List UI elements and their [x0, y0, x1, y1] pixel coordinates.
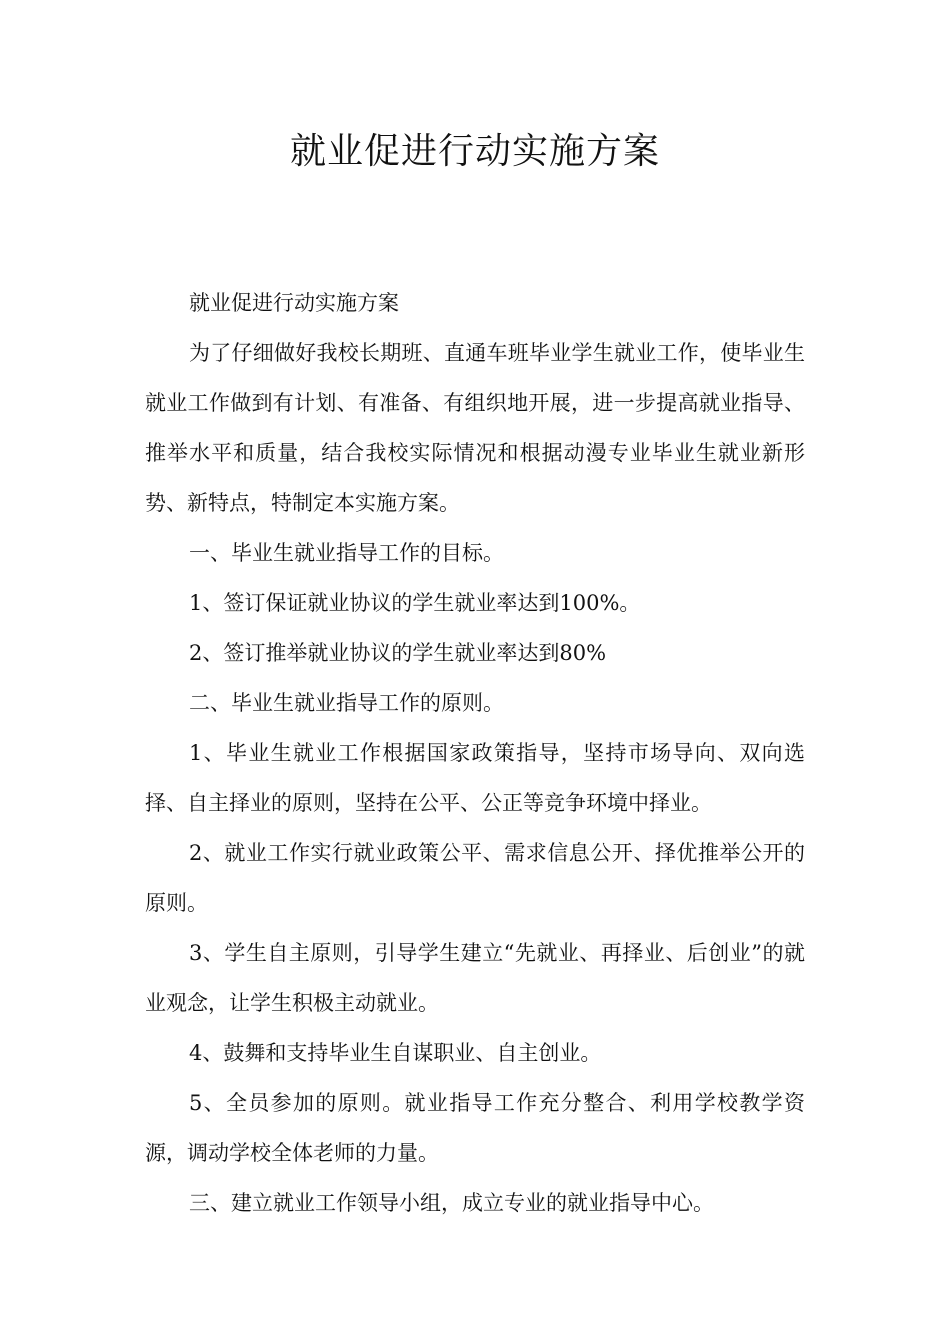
section-heading-goals: 一、毕业生就业指导工作的目标。: [189, 541, 504, 565]
principle-item-1: 1、毕业生就业工作根据国家政策指导，坚持市场导向、双向选择、自主择业的原则，坚持在公平、公正等竞争环境中择业。: [145, 741, 805, 815]
goal-item-2: 2、签订推举就业协议的学生就业率达到80%: [189, 641, 607, 665]
section-heading-principles: 二、毕业生就业指导工作的原则。: [189, 691, 504, 715]
goal-item-1: 1、签订保证就业协议的学生就业率达到100%。: [189, 591, 641, 615]
paragraph-intro: 为了仔细做好我校长期班、直通车班毕业学生就业工作，使毕业生就业工作做到有计划、有准备、有组织地开展，进一步提高就业指导、推举水平和质量，结合我校实际情况和根据动漫专业毕业生就业新形势、新特点，特制定本实施方案。: [145, 341, 805, 515]
principle-item-4: 4、鼓舞和支持毕业生自谋职业、自主创业。: [189, 1041, 602, 1065]
principle-item-5: 5、全员参加的原则。就业指导工作充分整合、利用学校教学资源，调动学校全体老师的力量。: [145, 1091, 805, 1165]
principle-item-2: 2、就业工作实行就业政策公平、需求信息公开、择优推举公开的原则。: [145, 841, 805, 915]
paragraph-subtitle: 就业促进行动实施方案: [189, 291, 399, 315]
section-heading-leadership: 三、建立就业工作领导小组，成立专业的就业指导中心。: [189, 1191, 714, 1215]
document-title: 就业促进行动实施方案: [289, 131, 660, 172]
document-body: [145, 278, 805, 1228]
principle-item-3: 3、学生自主原则，引导学生建立“先就业、再择业、后创业”的就业观念，让学生积极主动就业。: [145, 941, 805, 1015]
